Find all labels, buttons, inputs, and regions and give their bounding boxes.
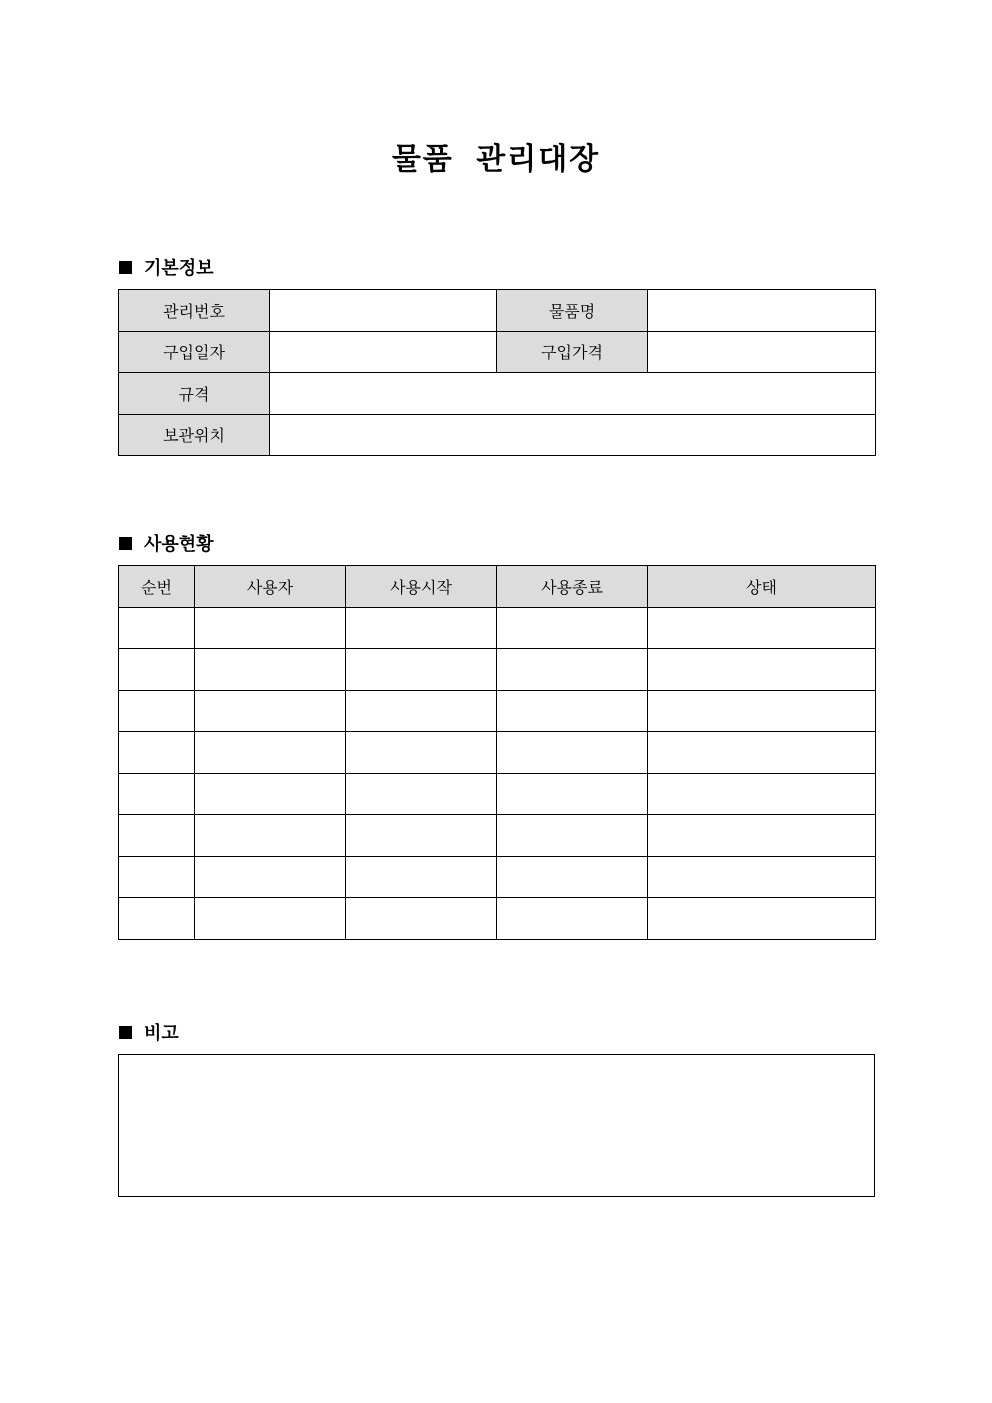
item-name-label: 물품명 xyxy=(497,290,648,332)
col-header-seq: 순번 xyxy=(119,566,195,608)
section-title: 사용현황 xyxy=(144,534,214,555)
mgmt-no-label: 관리번호 xyxy=(119,290,270,332)
table-cell[interactable] xyxy=(497,690,648,732)
table-cell[interactable] xyxy=(195,856,346,898)
table-cell[interactable] xyxy=(346,898,497,940)
square-bullet-icon xyxy=(119,537,132,550)
page-title: 물품 관리대장 xyxy=(391,142,601,177)
table-cell[interactable] xyxy=(648,856,876,898)
table-cell[interactable] xyxy=(648,773,876,815)
table-cell[interactable] xyxy=(195,773,346,815)
table-header-row xyxy=(119,566,876,608)
table-cell[interactable] xyxy=(648,815,876,857)
square-bullet-icon xyxy=(119,261,132,274)
purchase-price-label: 구입가격 xyxy=(497,331,648,373)
remarks-box[interactable] xyxy=(118,1054,875,1197)
table-cell[interactable] xyxy=(497,732,648,774)
purchase-date-field[interactable] xyxy=(270,331,497,373)
table-row xyxy=(119,690,876,732)
table-cell[interactable] xyxy=(346,815,497,857)
table-row xyxy=(119,773,876,815)
table-row xyxy=(119,290,876,332)
table-cell[interactable] xyxy=(648,649,876,691)
table-cell[interactable] xyxy=(497,649,648,691)
table-cell[interactable] xyxy=(346,649,497,691)
section-heading-remarks xyxy=(119,1019,179,1045)
location-field[interactable] xyxy=(270,414,876,456)
table-row xyxy=(119,373,876,415)
table-cell[interactable] xyxy=(648,898,876,940)
table-cell[interactable] xyxy=(497,815,648,857)
table-cell[interactable] xyxy=(119,898,195,940)
table-cell[interactable] xyxy=(119,773,195,815)
basic-info-table xyxy=(118,289,876,456)
table-cell[interactable] xyxy=(119,690,195,732)
table-cell[interactable] xyxy=(195,607,346,649)
table-cell[interactable] xyxy=(346,732,497,774)
col-header-start: 사용시작 xyxy=(346,566,497,608)
table-row xyxy=(119,815,876,857)
table-row xyxy=(119,856,876,898)
usage-table xyxy=(118,565,876,940)
table-cell[interactable] xyxy=(648,690,876,732)
table-cell[interactable] xyxy=(119,856,195,898)
table-cell[interactable] xyxy=(195,649,346,691)
table-cell[interactable] xyxy=(497,898,648,940)
table-cell[interactable] xyxy=(119,815,195,857)
spec-field[interactable] xyxy=(270,373,876,415)
table-cell[interactable] xyxy=(346,690,497,732)
mgmt-no-field[interactable] xyxy=(270,290,497,332)
table-cell[interactable] xyxy=(648,607,876,649)
table-cell[interactable] xyxy=(195,732,346,774)
table-cell[interactable] xyxy=(346,607,497,649)
table-cell[interactable] xyxy=(119,649,195,691)
table-row xyxy=(119,607,876,649)
col-header-end: 사용종료 xyxy=(497,566,648,608)
table-cell[interactable] xyxy=(346,773,497,815)
section-title: 비고 xyxy=(144,1023,179,1044)
table-cell[interactable] xyxy=(195,898,346,940)
purchase-date-label: 구입일자 xyxy=(119,331,270,373)
table-row xyxy=(119,898,876,940)
table-cell[interactable] xyxy=(195,690,346,732)
section-title: 기본정보 xyxy=(144,258,214,279)
table-cell[interactable] xyxy=(648,732,876,774)
table-row xyxy=(119,331,876,373)
location-label: 보관위치 xyxy=(119,414,270,456)
item-name-field[interactable] xyxy=(648,290,876,332)
table-cell[interactable] xyxy=(119,732,195,774)
square-bullet-icon xyxy=(119,1026,132,1039)
table-cell[interactable] xyxy=(497,773,648,815)
purchase-price-field[interactable] xyxy=(648,331,876,373)
table-row xyxy=(119,732,876,774)
section-heading-basic xyxy=(119,254,214,280)
table-cell[interactable] xyxy=(195,815,346,857)
table-cell[interactable] xyxy=(497,856,648,898)
table-row xyxy=(119,414,876,456)
col-header-user: 사용자 xyxy=(195,566,346,608)
table-row xyxy=(119,649,876,691)
spec-label: 규격 xyxy=(119,373,270,415)
section-heading-usage xyxy=(119,530,214,556)
col-header-status: 상태 xyxy=(648,566,876,608)
table-cell[interactable] xyxy=(119,607,195,649)
table-cell[interactable] xyxy=(497,607,648,649)
table-cell[interactable] xyxy=(346,856,497,898)
